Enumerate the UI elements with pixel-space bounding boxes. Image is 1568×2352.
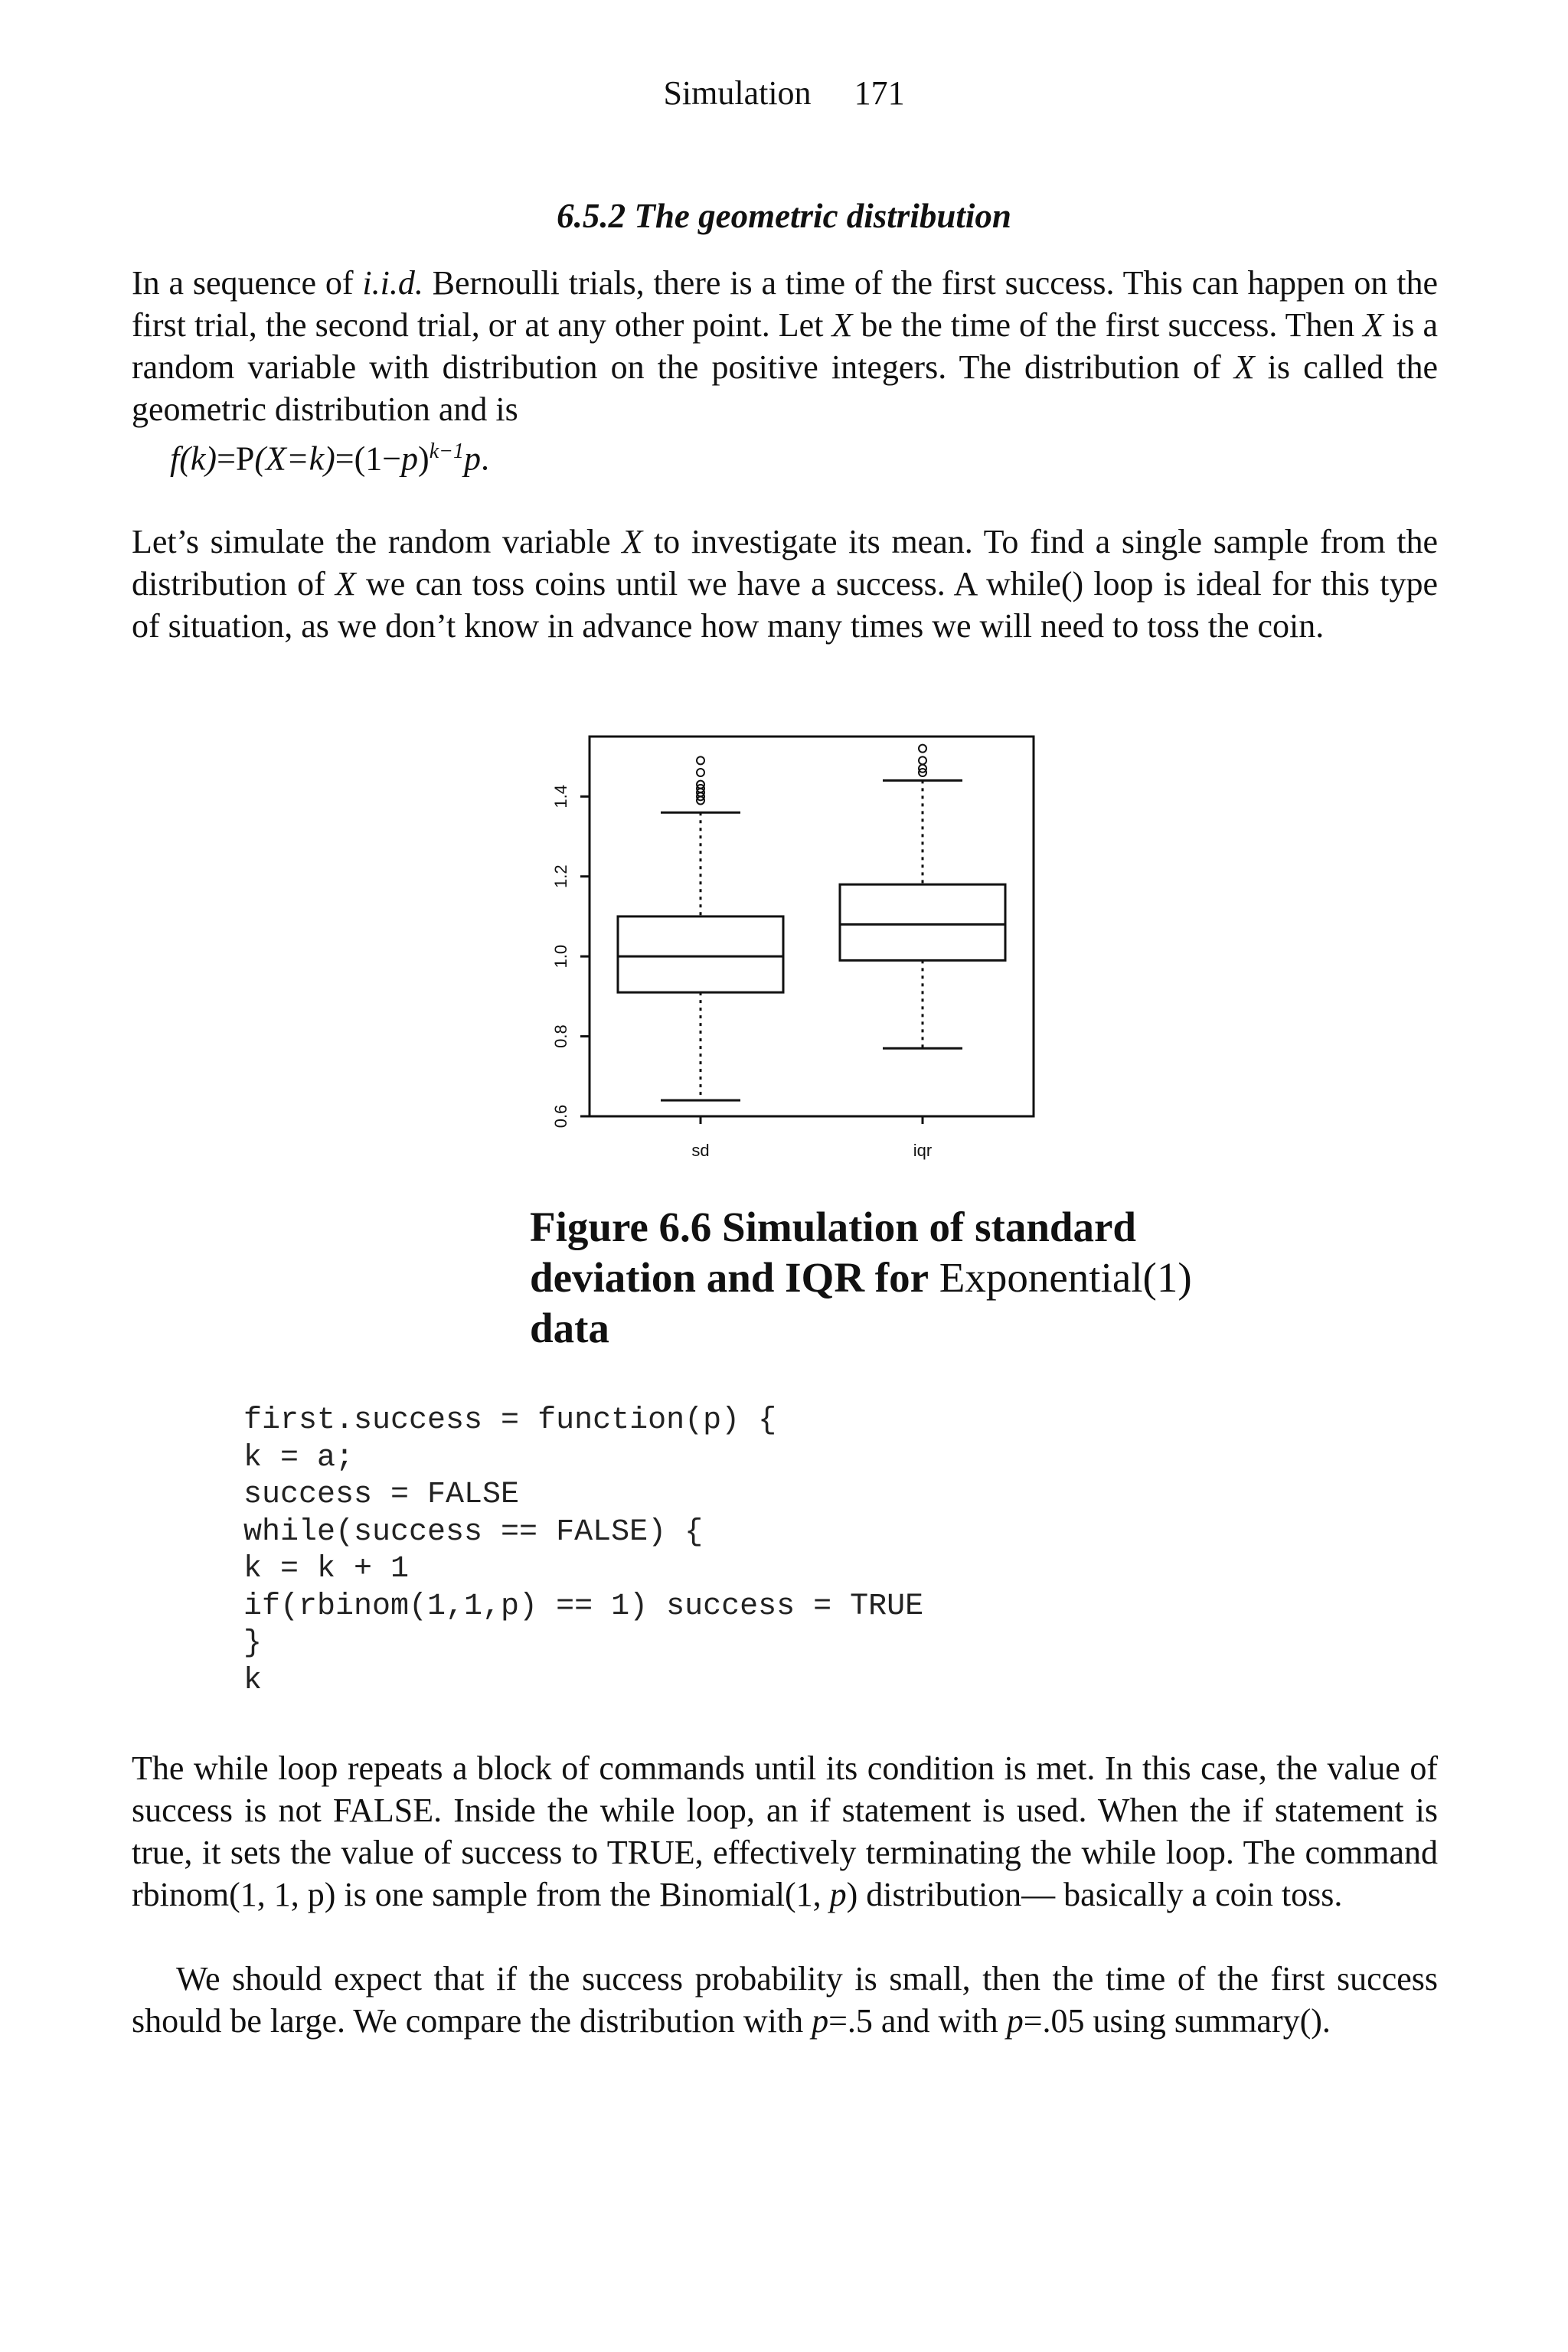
plot-frame xyxy=(590,737,1034,1116)
formula-part: p xyxy=(401,439,419,478)
text-run-italic: X xyxy=(831,306,853,344)
formula-part: f(k) xyxy=(170,439,217,478)
paragraph-geometric-intro xyxy=(132,262,1438,430)
code-line: while(success == FALSE) { xyxy=(243,1514,704,1550)
code-line: success = FALSE xyxy=(243,1478,520,1512)
code-line: k = a; xyxy=(243,1440,354,1475)
formula-part: p xyxy=(464,439,482,478)
text-run: =.5 and with xyxy=(828,2002,1007,2040)
outlier-point xyxy=(697,756,704,764)
figure-caption xyxy=(530,1202,1219,1354)
paragraph-simulation xyxy=(132,521,1438,647)
text-run-italic: X xyxy=(622,523,643,560)
x-tick-label: iqr xyxy=(913,1141,933,1160)
code-line: } xyxy=(243,1626,263,1661)
text-run-italic: X xyxy=(335,565,356,603)
x-tick-label: sd xyxy=(691,1141,710,1160)
iqr-box xyxy=(618,916,783,992)
text-run: is called the geometric distribution and is xyxy=(132,348,1438,428)
geometric-pmf-formula xyxy=(170,430,489,480)
caption-bold-end: data xyxy=(530,1305,609,1351)
text-run: be the time of the first success. Then xyxy=(852,306,1364,344)
caption-bold: Figure 6.6 Simulation of standard deviation and IQR for xyxy=(530,1204,1136,1301)
formula-part: =(1− xyxy=(335,439,402,478)
text-run: Bernoulli trials, there is a time of the first success. This can happen on the first trial, the second trial, or at any other point. Let xyxy=(132,264,1438,344)
iqr-box xyxy=(840,884,1005,960)
outlier-point xyxy=(697,769,704,776)
y-tick-label: 0.6 xyxy=(551,1104,570,1129)
text-run-italic: p xyxy=(812,2002,829,2040)
y-tick-label: 0.8 xyxy=(551,1024,570,1048)
caption-plain: Exponential(1) xyxy=(929,1254,1192,1301)
text-run: is a random variable with distribution on the positive integers. The distribution of xyxy=(132,306,1438,386)
formula-exponent: k−1 xyxy=(429,439,465,463)
code-line: k = k + 1 xyxy=(243,1552,410,1586)
formula-part: . xyxy=(481,439,490,478)
text-run-italic: p xyxy=(1006,2002,1024,2040)
text-run: =.05 using summary(). xyxy=(1023,2002,1331,2040)
y-tick-label: 1.0 xyxy=(551,944,570,969)
text-run: Let’s simulate the random variable xyxy=(132,523,622,560)
text-run: ) distribution— basically a coin toss. xyxy=(846,1876,1343,1913)
code-block xyxy=(243,1403,923,1700)
formula-part: =P xyxy=(217,439,255,478)
text-run-italic: X xyxy=(1233,348,1255,386)
paragraph-comparison xyxy=(132,1958,1438,2042)
y-tick-label: 1.4 xyxy=(551,785,570,808)
page-number: 171 xyxy=(854,74,905,112)
text-run: to investigate its mean. To find a single sample from the distribution of xyxy=(132,523,1438,603)
y-tick-label: 1.2 xyxy=(551,864,570,889)
outlier-point xyxy=(919,756,926,764)
formula-part: (X=k) xyxy=(254,439,335,478)
text-run: In a sequence of xyxy=(132,264,363,302)
text-run-italic: i.i.d. xyxy=(362,264,423,302)
boxplot-figure xyxy=(528,720,1049,1171)
code-line: k xyxy=(243,1663,263,1698)
text-run-italic: X xyxy=(1363,306,1384,344)
formula-part: ) xyxy=(418,439,430,478)
code-line: first.success = function(p) { xyxy=(243,1403,777,1438)
outlier-point xyxy=(919,745,926,753)
paragraph-while-loop xyxy=(132,1747,1438,1916)
section-title: 6.5.2 The geometric distribution xyxy=(557,197,1011,235)
page-header xyxy=(0,74,1568,113)
text-run: we can toss coins until we have a success. A while() loop is ideal for this type of situation, as we don’t know in advance how many times we will need to toss the coin. xyxy=(132,565,1438,645)
text-run: The while loop repeats a block of commands until its condition is met. In this case, the value of success is not FALSE. Inside the while loop, an if statement is used. When the if statement is true, it sets the value of success to TRUE, effectively terminating the while loop. The command rbinom(1, 1, p) is one sample from the Binomial(1, xyxy=(132,1749,1438,1913)
code-line: if(rbinom(1,1,p) == 1) success = TRUE xyxy=(243,1589,924,1624)
running-title: Simulation xyxy=(663,74,812,112)
text-run: We should expect that if the success probability is small, then the time of the first success should be large. We compare the distribution with xyxy=(132,1960,1438,2040)
text-run-italic: p xyxy=(829,1876,847,1913)
